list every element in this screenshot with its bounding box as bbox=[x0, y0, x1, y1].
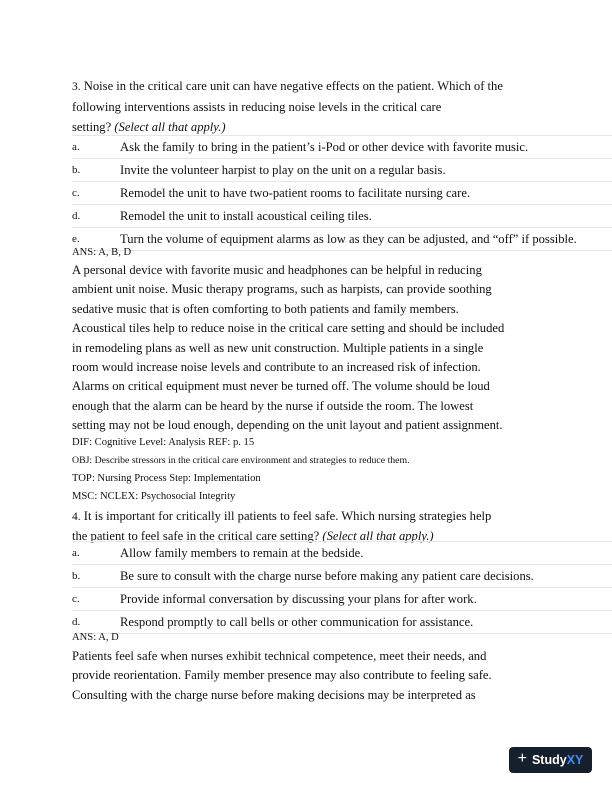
option-text: Provide informal conversation by discussing your plans for after work. bbox=[120, 591, 477, 606]
option-text: Remodel the unit to have two-patient rooms to facilitate nursing care. bbox=[120, 185, 471, 200]
rationale-line: Patients feel safe when nurses exhibit technical competence, meet their needs, and bbox=[72, 649, 487, 663]
logo-text: StudyXY bbox=[531, 753, 584, 767]
question-3-stem bbox=[72, 76, 610, 137]
question-number: 4. bbox=[72, 511, 81, 523]
stem-line: the patient to feel safe in the critical care setting? bbox=[72, 529, 320, 543]
option-row bbox=[72, 158, 612, 181]
question-3-rationale bbox=[72, 261, 610, 436]
option-text: Invite the volunteer harpist to play on the unit on a regular basis. bbox=[120, 162, 446, 177]
question-4-answer: ANS: A, D bbox=[72, 632, 119, 643]
question-3-difficulty: DIF: Cognitive Level: Analysis REF: p. 15 bbox=[72, 437, 255, 448]
question-4-options bbox=[72, 541, 612, 634]
question-4-rationale bbox=[72, 647, 610, 705]
option-letter: c. bbox=[72, 187, 80, 199]
rationale-line: sedative music that is often comforting to both patients and family members. bbox=[72, 301, 459, 316]
studyxy-logo[interactable] bbox=[509, 747, 592, 773]
option-letter: d. bbox=[72, 616, 81, 628]
rationale-line: Consulting with the charge nurse before making decisions may be interpreted as bbox=[72, 687, 476, 702]
option-text: Ask the family to bring in the patient’s i-Pod or other device with favorite music. bbox=[120, 139, 529, 154]
option-letter: a. bbox=[72, 547, 80, 559]
option-letter: b. bbox=[72, 570, 81, 582]
option-text: Turn the volume of equipment alarms as low as they can be adjusted, and “off” if possible. bbox=[120, 231, 577, 246]
option-letter: c. bbox=[72, 593, 80, 605]
option-row bbox=[72, 204, 612, 227]
rationale-line: in remodeling plans as well as new unit construction. Multiple patients in a single bbox=[72, 340, 484, 355]
question-3-answer: ANS: A, B, D bbox=[72, 247, 132, 258]
option-row bbox=[72, 541, 612, 564]
stem-line: It is important for critically ill patients to feel safe. Which nursing strategies help bbox=[83, 509, 492, 523]
option-text: Be sure to consult with the charge nurse before making any patient care decisions. bbox=[120, 568, 534, 583]
option-text: Allow family members to remain at the bedside. bbox=[120, 545, 364, 560]
question-3-objective: OBJ: Describe stressors in the critical care environment and strategies to reduce them. bbox=[72, 455, 410, 466]
stem-line: following interventions assists in reducing noise levels in the critical care bbox=[72, 100, 442, 114]
option-row bbox=[72, 564, 612, 587]
rationale-line: provide reorientation. Family member presence may also contribute to feeling safe. bbox=[72, 668, 492, 683]
option-row bbox=[72, 587, 612, 610]
stem-line: Noise in the critical care unit can have negative effects on the patient. Which of the bbox=[83, 79, 503, 93]
question-3-msc: MSC: NCLEX: Psychosocial Integrity bbox=[72, 491, 236, 502]
rationale-line: setting may not be loud enough, depending on the unit layout and patient assignment. bbox=[72, 418, 503, 433]
option-letter: b. bbox=[72, 164, 81, 176]
question-number: 3. bbox=[72, 81, 81, 93]
rationale-line: ambient unit noise. Music therapy programs, such as harpists, can provide soothing bbox=[72, 282, 492, 297]
rationale-line: enough that the alarm can be heard by the nurse if outside the room. The lowest bbox=[72, 398, 474, 413]
option-letter: e. bbox=[72, 233, 80, 245]
plus-icon: + bbox=[517, 750, 527, 767]
rationale-line: Acoustical tiles help to reduce noise in the critical care setting and should be included bbox=[72, 321, 505, 336]
stem-line: setting? bbox=[72, 120, 112, 134]
option-letter: d. bbox=[72, 210, 81, 222]
rationale-line: A personal device with favorite music and headphones can be helpful in reducing bbox=[72, 263, 482, 277]
select-all-note: (Select all that apply.) bbox=[322, 529, 434, 543]
option-row bbox=[72, 135, 612, 158]
option-row bbox=[72, 181, 612, 204]
option-text: Respond promptly to call bells or other communication for assistance. bbox=[120, 614, 474, 629]
rationale-line: room would increase noise levels and contribute to an increased risk of infection. bbox=[72, 360, 481, 375]
select-all-note: (Select all that apply.) bbox=[114, 120, 226, 134]
option-text: Remodel the unit to install acoustical ceiling tiles. bbox=[120, 208, 372, 223]
rationale-line: Alarms on critical equipment must never be turned off. The volume should be loud bbox=[72, 379, 490, 394]
option-letter: a. bbox=[72, 141, 80, 153]
question-3-topic: TOP: Nursing Process Step: Implementation bbox=[72, 473, 261, 484]
question-3-options bbox=[72, 135, 612, 251]
